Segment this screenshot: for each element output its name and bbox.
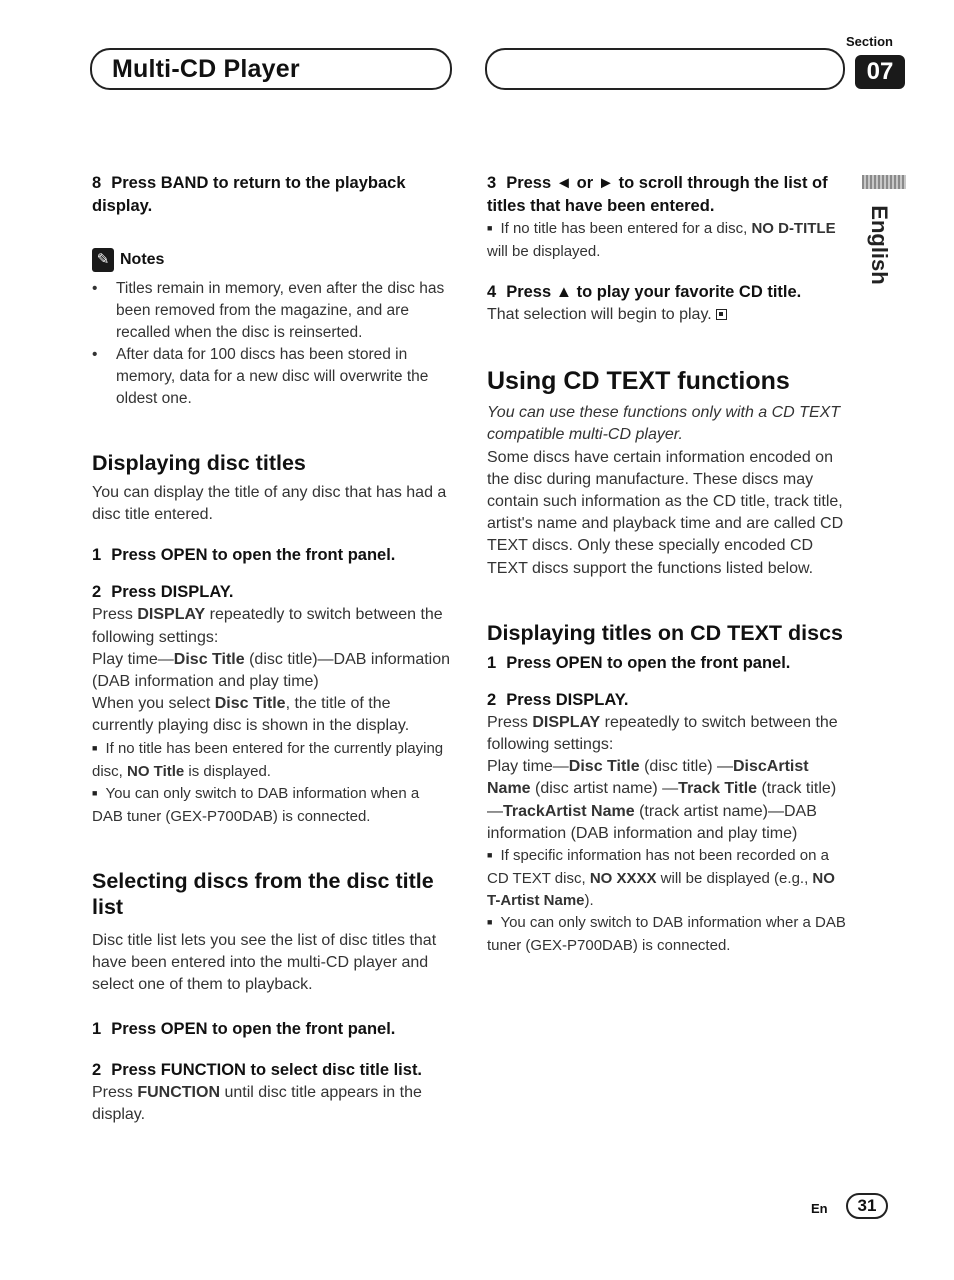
section-heading: Displaying titles on CD TEXT discs [487,620,844,645]
paragraph: Disc title list lets you see the list of disc titles that have been entered into the multi-CD player and select one of them to playback. [92,931,437,994]
language-side-tab [864,200,894,290]
paragraph: Press DISPLAY repeatedly to switch between the following settings: [92,606,443,646]
chapter-title-pill [90,48,452,90]
section-heading: Displaying disc titles [92,451,306,475]
blank-header-pill [485,48,845,90]
language-side-tab-label: English [867,205,892,285]
paragraph: When you select Disc Title, the title of the currently playing disc is shown in the display. [92,695,410,735]
notes-title: Notes [120,251,165,268]
step-8: 8 Press BAND to return to the playback display. [92,174,406,215]
section-number-badge: 07 [855,55,905,89]
paragraph: That selection will begin to play. [487,304,847,326]
note-item: • Titles remain in memory, even after the disc has been removed from the magazine, and are recalled when the disc is reinserted. [92,278,454,344]
step-2: 2 Press DISPLAY. [487,690,629,709]
step-2: 2 Press DISPLAY. [92,583,234,602]
paragraph: Press FUNCTION until disc title appears in the display. [92,1084,422,1124]
bullet-note: ■ If no title has been entered for a disc, NO D-TITLE will be displayed. [487,218,847,263]
step-4: 4 Press ▲ to play your favorite CD title. [487,283,802,301]
bullet-note: ■ If no title has been entered for the currently playing disc, NO Title is displayed. [92,738,454,783]
paragraph: You can display the title of any disc that has had a disc title entered. [92,484,447,524]
left-column [92,172,454,1127]
end-mark-icon [716,309,727,320]
step-1: 1 Press OPEN to open the front panel. [487,653,791,672]
language-tab-marker [862,175,906,189]
paragraph: Some discs have certain information encoded on the disc during manufacture. These discs may contain such information as the CD title, track title, artist's name and playback time and are called CD TEXT discs. Only these specially encoded CD TEXT discs support the functions listed below. [487,448,844,577]
step-3: 3 Press ◄ or ► to scroll through the list of titles that have been entered. [487,174,828,215]
right-column [487,172,847,957]
step-1: 1 Press OPEN to open the front panel. [92,1020,396,1039]
section-label: Section [846,34,893,49]
section-heading: Using CD TEXT functions [487,367,790,396]
section-heading: Selecting discs from the disc title list [92,868,434,919]
chapter-title: Multi-CD Player [112,55,300,83]
step-1: 1 Press OPEN to open the front panel. [92,546,396,565]
footer-language: En [811,1201,828,1216]
paragraph: Press DISPLAY repeatedly to switch between the following settings: [487,713,838,754]
bullet-note: ■ If specific information has not been recorded on a CD TEXT disc, NO XXXX will be displayed (e.g., NO T-Artist Name). [487,845,847,912]
paragraph: Play time—Disc Title (disc title) —DiscArtist Name (disc artist name) —Track Title (track title)—TrackArtist Name (track artist name)—DAB information (DAB information and play time) [487,758,837,842]
paragraph-italic: You can use these functions only with a CD TEXT compatible multi-CD player. [487,404,841,444]
bullet-note: ■ You can only switch to DAB information when a DAB tuner (GEX-P700DAB) is connected. [92,783,454,828]
bullet-note: ■ You can only switch to DAB information wher a DAB tuner (GEX-P700DAB) is connected. [487,912,847,957]
notes-list [92,278,454,410]
pencil-note-icon: ✎ [92,248,114,272]
notes-header [92,248,454,272]
step-2: 2 Press FUNCTION to select disc title list. [92,1061,423,1080]
page-number: 31 [846,1193,888,1219]
note-item: • After data for 100 discs has been stored in memory, data for a new disc will overwrite the oldest one. [92,344,454,410]
paragraph: Play time—Disc Title (disc title)—DAB information (DAB information and play time) [92,650,451,691]
